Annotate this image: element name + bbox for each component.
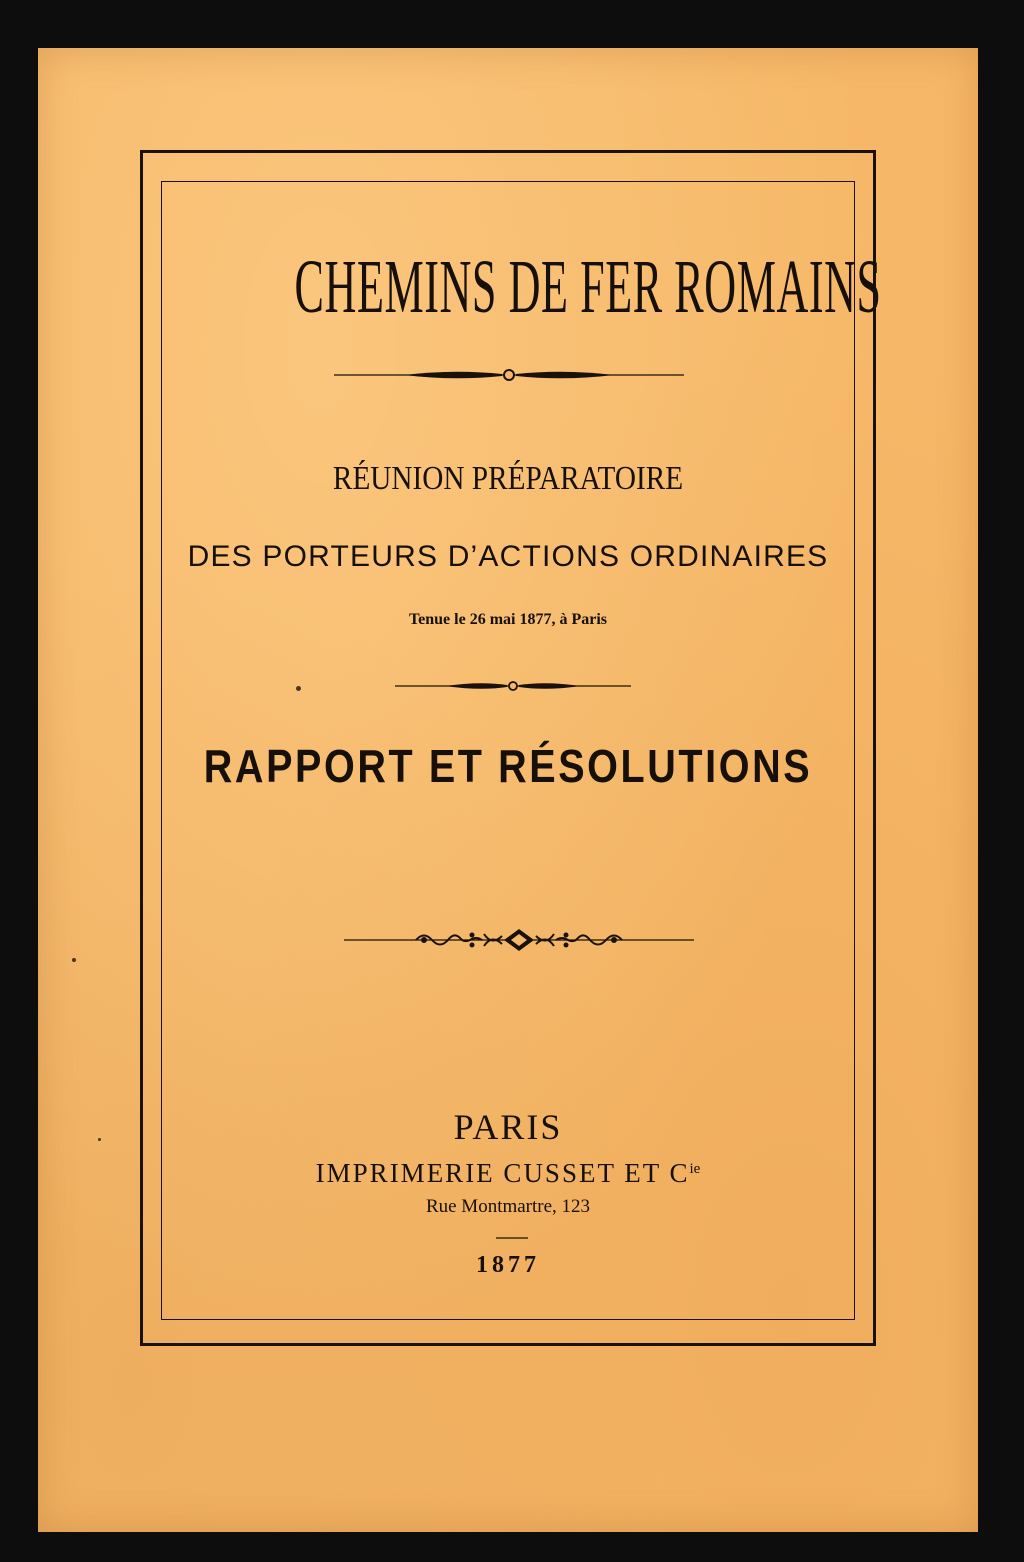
paper-speck <box>296 686 301 691</box>
imprint-year: 1877 <box>476 1252 540 1278</box>
subtitle-reunion: RÉUNION PRÉPARATOIRE <box>332 460 684 497</box>
document-title: CHEMINS DE FER ROMAINS <box>294 245 882 329</box>
ornamental-rule-top <box>334 366 684 384</box>
report-heading: RAPPORT ET RÉSOLUTIONS <box>203 740 813 792</box>
ornamental-rule-middle <box>395 678 631 694</box>
paper-speck <box>72 958 76 962</box>
short-divider <box>496 1236 528 1240</box>
printer-name: IMPRIMERIE CUSSET ET C <box>315 1158 690 1188</box>
printer-suffix: ie <box>689 1161 701 1177</box>
meeting-date: Tenue le 26 mai 1877, à Paris <box>408 611 608 628</box>
paper-speck <box>98 1138 101 1141</box>
imprint-printer <box>140 1152 876 1190</box>
imprint-address: Rue Montmartre, 123 <box>425 1196 591 1217</box>
imprint-city: PARIS <box>453 1107 563 1147</box>
subtitle-porteurs: DES PORTEURS D’ACTIONS ORDINAIRES <box>187 540 829 573</box>
decorative-fleuron-icon <box>344 926 694 954</box>
